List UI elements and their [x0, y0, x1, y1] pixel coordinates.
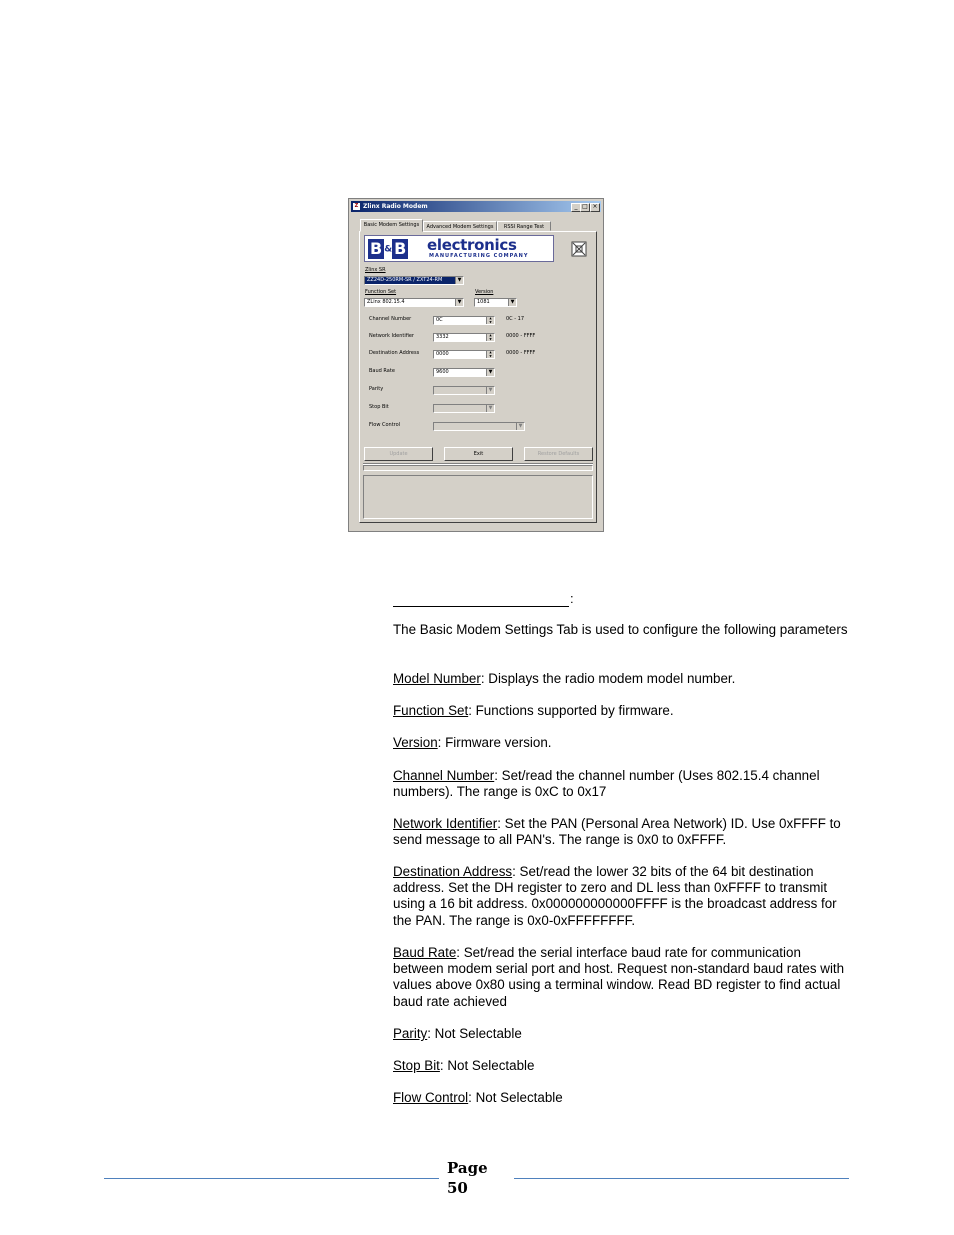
- destination-address-label: Destination Address: [369, 350, 420, 356]
- zlinx-radio-modem-window: [348, 198, 604, 532]
- network-range: 0000 - FFFF: [506, 333, 536, 339]
- logo-tagline: MANUFACTURING COMPANY: [429, 253, 529, 259]
- channel-number-label: Channel Number: [369, 316, 412, 322]
- term-label: Baud Rate: [393, 945, 457, 960]
- chevron-down-icon[interactable]: ▼: [508, 299, 516, 306]
- parity-select[interactable]: [433, 386, 495, 395]
- restore-defaults-button[interactable]: Restore Defaults: [524, 447, 593, 461]
- exit-button[interactable]: Exit: [444, 447, 513, 461]
- version-select[interactable]: 1081 ▼: [474, 298, 517, 307]
- footer-rule-right: [514, 1178, 849, 1179]
- page-number: [447, 1158, 488, 1198]
- channel-number-input[interactable]: 0C ▲ ▼: [433, 316, 495, 325]
- section-heading-underline: [393, 591, 569, 607]
- term-label: Destination Address: [393, 864, 513, 879]
- network-identifier-label: Network Identifier: [369, 333, 414, 339]
- param-version: Version: Firmware version.: [393, 735, 552, 750]
- param-channel-number: Channel Number: Set/read the channel number (Uses 802.15.4 channel numbers). The range is 0xC to 0x17: [393, 768, 820, 800]
- tab-rssi-range-test[interactable]: RSSI Range Test: [497, 221, 551, 231]
- flow-control-select[interactable]: [433, 422, 525, 431]
- close-icon[interactable]: ×: [590, 203, 600, 212]
- update-button[interactable]: Update: [364, 447, 433, 461]
- param-flow-control: Flow Control: Not Selectable: [393, 1090, 563, 1105]
- tab-advanced-modem-settings[interactable]: Advanced Modem Settings: [423, 221, 497, 231]
- spinner-icon[interactable]: ▲ ▼: [486, 317, 494, 324]
- page-number-value: 50: [447, 1179, 468, 1197]
- destination-range: 0000 - FFFF: [506, 350, 536, 356]
- product-image-icon: [571, 241, 587, 257]
- footer-rule-left: [104, 1178, 439, 1179]
- function-set-label: Function Set: [365, 289, 397, 295]
- chevron-down-icon[interactable]: ▼: [486, 405, 494, 412]
- window-title: Zlinx Radio Modem: [363, 203, 428, 210]
- tab-basic-modem-settings[interactable]: Basic Modem Settings: [360, 219, 423, 232]
- chevron-down-icon[interactable]: ▼: [455, 277, 463, 284]
- term-label: Parity: [393, 1026, 428, 1041]
- window-title-bar[interactable]: [351, 201, 601, 212]
- logo-wordmark: electronics: [427, 236, 517, 254]
- chevron-down-icon[interactable]: ▼: [486, 387, 494, 394]
- chevron-down-icon[interactable]: ▼: [486, 369, 494, 376]
- bb-electronics-logo: [364, 235, 554, 262]
- term-label: Flow Control: [393, 1090, 469, 1105]
- stop-bit-label: Stop Bit: [369, 404, 389, 410]
- intro-paragraph: The Basic Modem Settings Tab is used to configure the following parameters: [393, 622, 848, 637]
- param-network-identifier: Network Identifier: Set the PAN (Personal Area Network) ID. Use 0xFFFF to send message to all PAN's. The range is 0x0 to 0xFFFF.: [393, 816, 841, 848]
- stop-bit-select[interactable]: [433, 404, 495, 413]
- section-heading-colon: :: [570, 591, 574, 606]
- param-model-number: Model Number: Displays the radio modem model number.: [393, 671, 736, 686]
- flow-control-label: Flow Control: [369, 422, 401, 428]
- param-baud-rate: Baud Rate: Set/read the serial interface baud rate for communication between modem serial port and host. Request non-standard baud rates with values above 0x80 using a terminal window. Read BD register to find actual baud rate achieved: [393, 945, 845, 1009]
- term-label: Version: [393, 735, 438, 750]
- term-label: Channel Number: [393, 768, 495, 783]
- param-parity: Parity: Not Selectable: [393, 1026, 522, 1041]
- version-label: Version: [475, 289, 494, 295]
- parity-label: Parity: [369, 386, 384, 392]
- spinner-icon[interactable]: ▲ ▼: [486, 351, 494, 358]
- term-label: Model Number: [393, 671, 481, 686]
- chevron-down-icon[interactable]: ▼: [455, 299, 463, 306]
- spinner-icon[interactable]: ▲ ▼: [486, 334, 494, 341]
- param-function-set: Function Set: Functions supported by firmware.: [393, 703, 674, 718]
- param-stop-bit: Stop Bit: Not Selectable: [393, 1058, 535, 1073]
- baud-rate-select[interactable]: 9600 ▼: [433, 368, 495, 377]
- channel-range: 0C - 17: [506, 316, 525, 322]
- destination-address-input[interactable]: 0000 ▲ ▼: [433, 350, 495, 359]
- maximize-icon[interactable]: □: [580, 203, 590, 212]
- term-label: Network Identifier: [393, 816, 498, 831]
- model-select[interactable]: ZZ24D-250RM-SR / ZXT24-RM ▼: [364, 276, 464, 285]
- progress-bar: [363, 465, 593, 471]
- chevron-down-icon[interactable]: ▼: [516, 423, 524, 430]
- param-destination-address: Destination Address: Set/read the lower 32 bits of the 64 bit destination address. Set the DH register to zero and DL less than 0xFFFF to transmit using a 16 bit address. 0x000000000000FFFF is the broadcast address for the PAN. The range is 0x0-0xFFFFFFFF.: [393, 864, 837, 928]
- model-label: Zlinx SR: [365, 267, 386, 273]
- network-identifier-input[interactable]: 3332 ▲ ▼: [433, 333, 495, 342]
- term-label: Function Set: [393, 703, 469, 718]
- logo-bb-mark: B & B: [370, 239, 407, 258]
- term-label: Stop Bit: [393, 1058, 440, 1073]
- page-word: Page: [447, 1159, 488, 1177]
- baud-rate-label: Baud Rate: [369, 368, 395, 374]
- status-box: [363, 475, 593, 519]
- minimize-icon[interactable]: _: [571, 203, 581, 212]
- function-set-select[interactable]: ZLinx 802.15.4 ▼: [364, 298, 464, 307]
- app-icon: Z: [354, 203, 359, 209]
